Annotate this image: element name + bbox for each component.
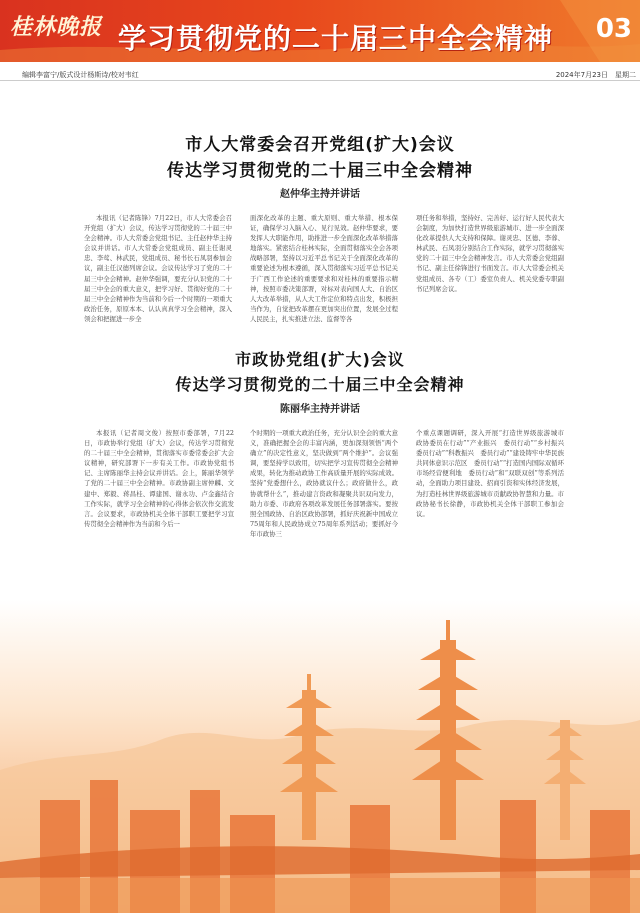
article1-column-1 xyxy=(84,213,232,341)
meta-row xyxy=(0,66,640,81)
article2-col3-text: 个重点课题调研，深入开展“打造世界级旅游城市 政协委员在行动”“产业振兴 委员行动”“乡村振兴 委员行动”“科教振兴 委员行动”“建设铸牢中华民族共同体意识示范区 委员行动”“打造国内国际双循环市场经营便利地 委员行动”和“双联双创”等系列活动，全面助力项目建设、招商引资和实体经济发展，为打造桂林世界级旅游城市贡献政协智慧和力量。市政协秘书长徐静，市政协机关全体干部职工参加会议。 xyxy=(416,429,571,518)
article2-title-line1: 市政协党组(扩大)会议 xyxy=(235,350,405,369)
article1-col3-text: 项任务和举措，坚持好、完善好、运行好人民代表大会制度，为加快打造世界级旅游城市、进一步全面深化改革提供人大支持和保障。谢灵忠、区德、李蓉、林武民、石凤羽分别结合工作实际，就学习贯彻落实党的二十届三中全会精神发言。市人大常委会党组副书记、副主任徐锋进行书面发言。市人大常委会机关党组成员、各专（工）委室负责人、机关党委专职副书记列席会议。 xyxy=(416,214,564,293)
article1-column-3 xyxy=(416,213,564,353)
article2-column-3 xyxy=(416,428,571,578)
editors-credit: 编辑李富宁/版式设计杨斯诗/校对韦红 xyxy=(22,71,139,79)
article2-title-line2: 传达学习贯彻党的二十届三中全会精神 xyxy=(175,375,465,394)
issue-date: 2024年7月23日 星期二 xyxy=(555,71,636,79)
article1-column-2 xyxy=(250,213,398,353)
article1-title-line1: 市人大常委会召开党组(扩大)会议 xyxy=(185,135,455,155)
page-number: 03 xyxy=(595,14,632,44)
article2-col1-text: 本报讯（记者周文俊）按照市委部署，7月22日，市政协举行党组（扩大）会议，传达学习贯彻党的二十届三中全会精神，贯彻落实市委常委会扩大会议精神，研究部署下一步有关工作。市政协党组书记、主席陈丽华主持会议并讲话。会上，陈丽华领学了党的二十届三中全会精神。市政协副主席仲麟、文建中、郑毅、蒋昌桂、谭建国、谢永功、卢金鑫结合工作实际，就学习全会精神的心得体会依次作交流发言。会议要求，市政协机关全体干部职工要把学习宣传贯彻全会精神作为当前和今后一 xyxy=(84,429,234,528)
article1-col2-text: 面深化改革的主题、重大原则、重大举措、根本保证，确保学习入脑入心、见行见效。赵仲华要求，要发挥人大职能作用，助推进一步全面深化改革举措落地落实。紧密结合桂林实际，全面贯彻落实全会各项战略部署，坚持以习近平总书记关于全面深化改革的重要论述为根本遵循，深入贯彻落实习近平总书记关于广西工作论述的重要要求和对桂林的重要指示精神，按照市委决策部署，对标对表向国人大、自治区人大改革举措，从人大工作定位和特点出发，积极担当作为，自觉把改革摆在更加突出位置，发展全过程人民民主，扎实推进立法、监督等各 xyxy=(250,214,398,323)
newspaper-logo: 桂林晚报 xyxy=(10,14,103,40)
article1-title-line2: 传达学习贯彻党的二十届三中全会精神 xyxy=(167,161,473,181)
article1-col1-text: 本报讯（记者陈锋）7月22日，市人大常委会召开党组（扩大）会议，传达学习贯彻党的二十届三中全会精神。市人大常委会党组书记、主任赵仲华主持会议并讲话。市人大常委会党组成员、副主任谢灵忠、李莺、林武民，党组成员、秘书长石凤羽参加会议，副主任汉德列席会议。会议传达学习了党的二十届三中全会精神。赵仲华强调，要充分认识党的二十届三中全会的重大意义，把学习好、贯彻好党的二十届三中全会精神作为当前和今后一个时期的一项重大政治任务，原原本本、认认真真学习全会精神，深入领会和把握进一步全 xyxy=(84,214,232,323)
article2-byline: 陈丽华主持并讲话 xyxy=(280,404,360,415)
article2-column-1 xyxy=(84,428,234,578)
article2-column-2 xyxy=(250,428,398,578)
pagoda-skyline-illustration xyxy=(0,600,640,913)
article2-col2-text: 个时期的一项重大政治任务，充分认识全会的重大意义，准确把握全会的丰富内涵，更加深刻领悟“两个确立”的决定性意义，坚决做到“两个维护”。会议强调，要坚持学以致用，切实把学习宣传贯彻全会精神成果，转化为推动政协工作高质量开展的实际成效。坚持“党委想什么，政协就议什么；政府做什么，政协就帮什么”，推动建言资政和凝聚共识双向发力，助力市委、市政府各项改革发展任务部署落实。要按照全国政协、自治区政协部署，抓好庆祝新中国成立75周年和人民政协成立75周年系列活动；要抓好今年市政协三 xyxy=(250,429,398,538)
masthead-banner xyxy=(0,0,640,62)
section-title: 学习贯彻党的二十届三中全会精神 xyxy=(118,22,554,55)
article1-byline: 赵仲华主持并讲话 xyxy=(280,189,360,200)
